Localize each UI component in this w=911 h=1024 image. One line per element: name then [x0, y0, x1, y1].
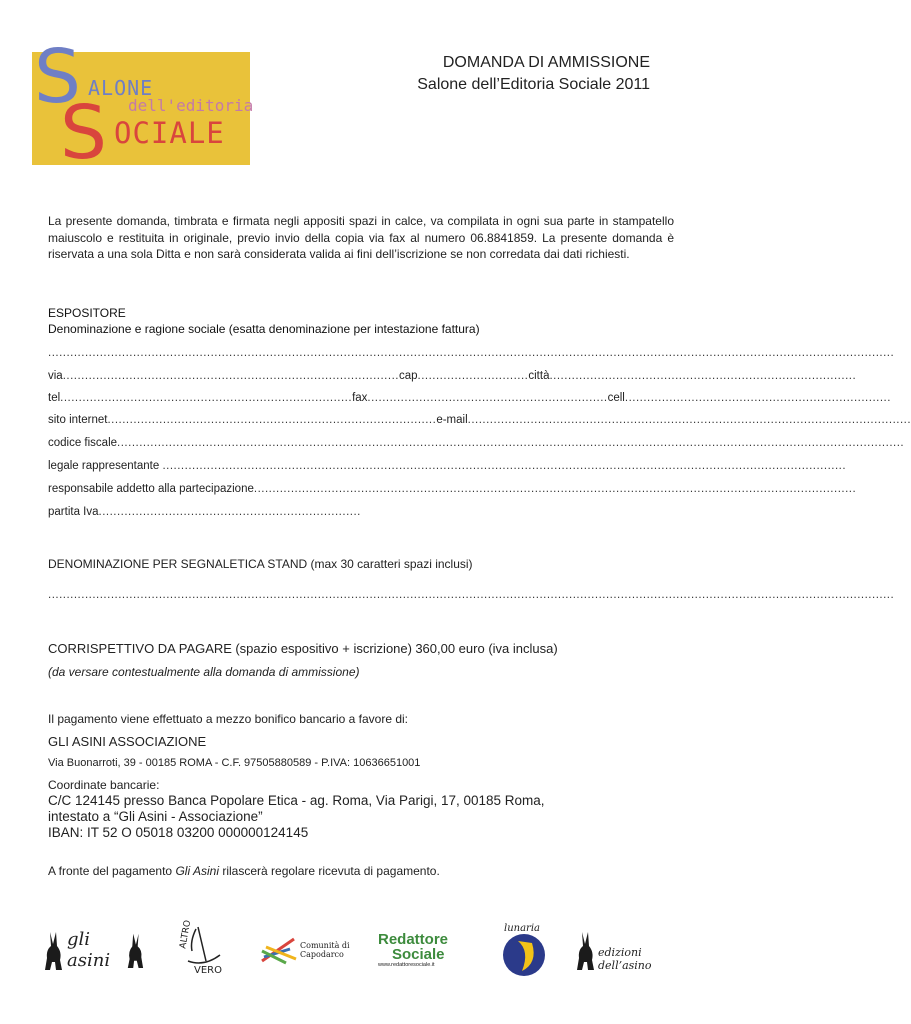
segnaletica-field[interactable] — [48, 588, 895, 602]
tel-field[interactable]: ............................................................................... — [60, 392, 353, 404]
receipt-name: Gli Asini — [175, 864, 220, 878]
svg-text:ALTRO: ALTRO — [178, 919, 194, 950]
segnaletica-heading-row — [48, 557, 473, 571]
beneficiary-address: Via Buonarroti, 39 - 00185 ROMA - C.F. 97505880589 - P.IVA: 10636651001 — [48, 757, 421, 769]
fax-field[interactable]: ................................................................. — [367, 392, 608, 404]
corrispettivo-row — [48, 641, 558, 656]
cell-field[interactable]: ........................................................................ — [624, 392, 891, 404]
partita-iva-field[interactable]: ....................................................................... — [98, 506, 361, 518]
donkey-icon — [126, 930, 144, 970]
responsabile-field[interactable]: ................................................................................................................................................................... — [253, 483, 857, 495]
donkey-icon — [44, 930, 64, 970]
cap-field[interactable]: .............................. — [417, 370, 529, 382]
responsabile-row — [48, 482, 857, 496]
cell-label: cell — [607, 392, 625, 404]
sociale-label: Sociale — [392, 946, 445, 963]
edizioni-label: edizioni dell’asino — [598, 946, 652, 972]
intro-paragraph: La presente domanda, timbrata e firmata negli appositi spazi in calce, va compilata in ogni sua parte in stampatello maiuscolo e restituita in originale, previo invio della copia via fax al numero 06.8841859. La presente domanda è riservata a una sola Ditta e non sarà considerata valida ai fini dell’iscrizione se non corredata dai dati richiesti. — [48, 214, 674, 261]
sponsor-gli-asini — [44, 920, 144, 980]
dotted-line: ..................................................................................................................................................................................................................................... — [48, 347, 895, 359]
codice-fiscale-field[interactable]: ..................................................................................................................................................................................................................... — [117, 437, 905, 449]
codice-fiscale-row — [48, 436, 905, 450]
altro-vero-text: VERO — [194, 965, 222, 976]
altro-vero-logo — [176, 921, 230, 979]
sponsor-redattore-sociale — [378, 920, 454, 980]
bank-line-1: C/C 124145 presso Banca Popolare Etica - ag. Roma, Via Parigi, 17, 00185 Roma, — [48, 793, 545, 808]
citta-field[interactable]: ................................................................................... — [549, 370, 857, 382]
segnaletica-note: (max 30 caratteri spazi inclusi) — [310, 557, 473, 571]
email-label: e-mail — [436, 414, 468, 426]
sponsor-capodarco — [260, 920, 370, 980]
salone-logo — [32, 34, 254, 176]
segnaletica-heading: DENOMINAZIONE PER SEGNALETICA STAND — [48, 557, 308, 571]
partita-iva-row — [48, 505, 361, 519]
sito-label: sito internet — [48, 414, 108, 426]
web-row — [48, 413, 911, 427]
via-label: via — [48, 370, 63, 382]
codice-fiscale-label: codice fiscale — [48, 437, 118, 449]
document-title-block — [417, 52, 650, 96]
partita-iva-label: partita Iva — [48, 506, 99, 518]
donkey-icon — [576, 930, 596, 970]
sponsor-edizioni-asino — [576, 920, 680, 980]
fax-label: fax — [352, 392, 368, 404]
logo-ociale: OCIALE — [114, 116, 225, 150]
logo-alone: ALONE — [88, 76, 154, 100]
beneficiary-name: GLI ASINI ASSOCIAZIONE — [48, 734, 207, 749]
receipt-post: rilascerà regolare ricevuta di pagamento. — [219, 864, 440, 878]
espositore-heading: ESPOSITORE — [48, 306, 126, 320]
receipt-pre: A fronte del pagamento — [48, 864, 176, 878]
legale-label: legale rappresentante — [48, 460, 160, 472]
receipt-note — [48, 864, 440, 878]
logo-s-letter-bottom: S — [60, 90, 107, 176]
lunaria-text: lunaria — [504, 923, 540, 934]
sponsor-lunaria — [500, 920, 550, 980]
citta-label: città — [528, 370, 550, 382]
corrispettivo-heading: CORRISPETTIVO DA PAGARE — [48, 641, 232, 656]
logo-s-letter-top: S — [34, 34, 81, 120]
pagamento-intro: Il pagamento viene effettuato a mezzo bonifico bancario a favore di: — [48, 712, 409, 726]
legale-row — [48, 459, 847, 473]
capodarco-icon — [260, 935, 298, 965]
capodarco-label: Comunità di Capodarco — [300, 941, 350, 959]
corrispettivo-amount: 360,00 euro (iva inclusa) — [415, 641, 558, 656]
document-title: DOMANDA DI AMMISSIONE — [442, 54, 650, 71]
legale-field[interactable]: ......................................................................................................................................................................................... — [162, 460, 847, 472]
redattore-url: www.redattoresociale.it — [378, 962, 435, 968]
cap-label: cap — [398, 370, 418, 382]
dotted-line: ..................................................................................................................................................................................................................................... — [48, 589, 895, 601]
denominazione-subheading: Denominazione e ragione sociale (esatta denominazione per intestazione fattura) — [48, 322, 480, 336]
corrispettivo-note: (da versare contestualmente alla domanda di ammissione) — [48, 665, 360, 679]
responsabile-label: responsabile addetto alla partecipazione — [48, 483, 254, 495]
bank-line-2: intestato a “Gli Asini - Associazione” — [48, 809, 263, 824]
denominazione-field[interactable] — [48, 346, 895, 360]
corrispettivo-detail: (spazio espositivo + iscrizione) — [235, 641, 412, 656]
gli-asini-label: gli asini — [67, 929, 111, 971]
coordinate-label: Coordinate bancarie: — [48, 778, 160, 792]
email-field[interactable]: ........................................................................................................................ — [467, 414, 911, 426]
logo-editoria: dell'editoria — [128, 96, 254, 115]
lunaria-logo — [500, 921, 548, 979]
tel-label: tel — [48, 392, 61, 404]
via-field[interactable]: ........................................................................................... — [62, 370, 399, 382]
redattore-label: Redattore — [378, 931, 449, 948]
sito-field[interactable]: ......................................................................................... — [107, 414, 437, 426]
address-row — [48, 369, 857, 383]
iban-line: IBAN: IT 52 O 05018 03200 000000124145 — [48, 825, 309, 840]
phone-row — [48, 391, 891, 405]
document-subtitle: Salone dell’Editoria Sociale 2011 — [417, 76, 650, 93]
sponsor-altro-vero — [176, 920, 232, 980]
